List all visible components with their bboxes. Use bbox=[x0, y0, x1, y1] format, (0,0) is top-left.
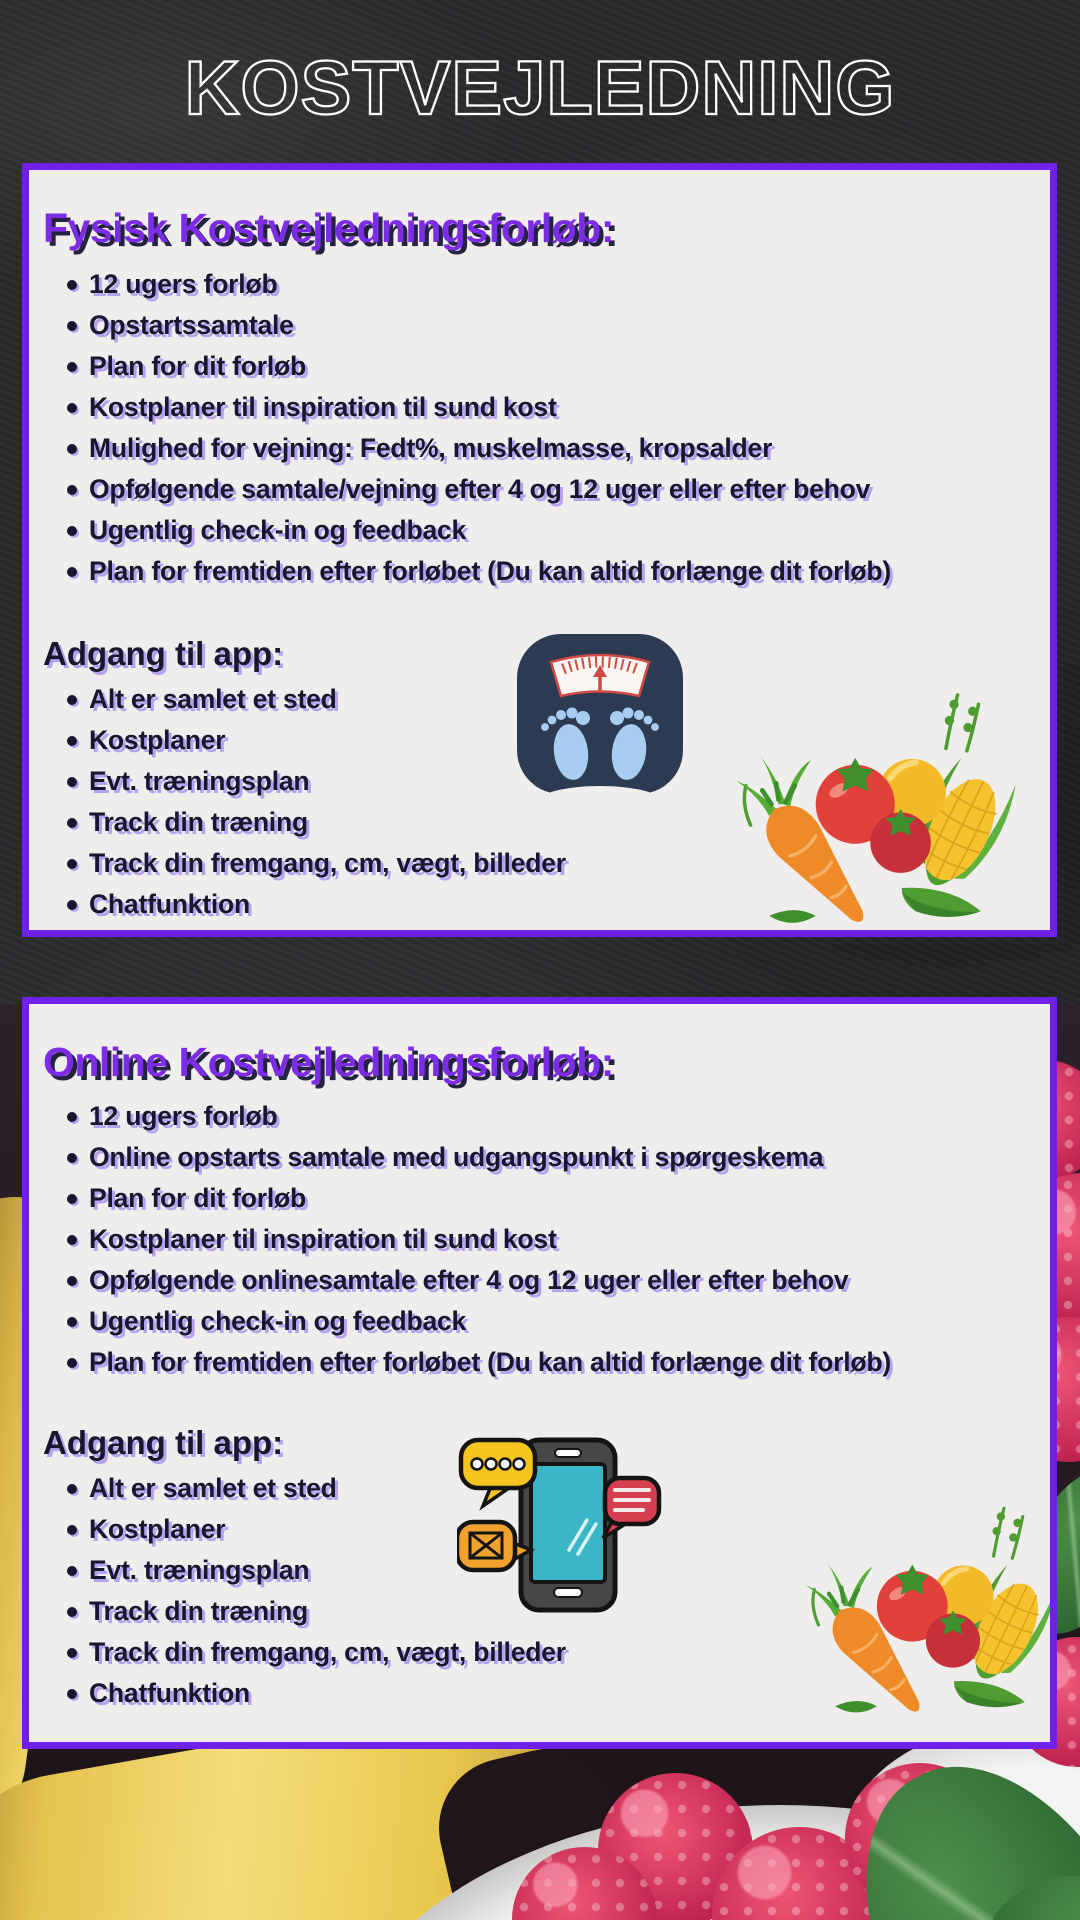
scale-icon bbox=[510, 632, 690, 802]
list-item-text: Track din træning bbox=[89, 1596, 308, 1626]
list-item-text: Kostplaner bbox=[89, 725, 226, 755]
vegetables-icon bbox=[799, 1502, 1057, 1726]
page-title bbox=[0, 28, 1080, 138]
list-item-text: Evt. træningsplan bbox=[89, 766, 310, 796]
program-bullet-list bbox=[29, 1096, 1050, 1383]
list-item-text: Kostplaner til inspiration til sund kost bbox=[89, 1224, 557, 1254]
list-item-text: Opfølgende samtale/vejning efter 4 og 12 uger eller efter behov bbox=[89, 474, 871, 504]
list-item-text: Opfølgende onlinesamtale efter 4 og 12 uger eller efter behov bbox=[89, 1265, 849, 1295]
list-item bbox=[65, 1260, 1050, 1301]
list-item-text: Alt er samlet et sted bbox=[89, 1473, 337, 1503]
app-access-heading: Adgang til app: bbox=[43, 635, 284, 672]
online-program-card bbox=[22, 997, 1057, 1749]
list-item-text: Evt. træningsplan bbox=[89, 1555, 310, 1585]
page-title-text: KOSTVEJLEDNING bbox=[184, 46, 896, 131]
list-item-text: Chatfunktion bbox=[89, 889, 250, 919]
list-item-text: 12 ugers forløb bbox=[89, 1101, 278, 1131]
list-item bbox=[65, 428, 1050, 469]
list-item bbox=[65, 346, 1050, 387]
list-item bbox=[65, 469, 1050, 510]
list-item bbox=[65, 305, 1050, 346]
list-item bbox=[65, 1219, 1050, 1260]
physical-program-card bbox=[22, 163, 1057, 937]
list-item-text: Track din fremgang, cm, vægt, billeder bbox=[89, 1637, 566, 1667]
list-item-text: Opstartssamtale bbox=[89, 310, 294, 340]
list-item bbox=[65, 264, 1050, 305]
list-item-text: Kostplaner bbox=[89, 1514, 226, 1544]
card-heading: Fysisk Kostvejledningsforløb: bbox=[43, 205, 614, 251]
list-item-text: Mulighed for vejning: Fedt%, muskelmasse, kropsalder bbox=[89, 433, 773, 463]
list-item bbox=[65, 510, 1050, 551]
card-heading: Online Kostvejledningsforløb: bbox=[43, 1039, 614, 1085]
list-item bbox=[65, 387, 1050, 428]
list-item-text: Plan for fremtiden efter forløbet (Du kan altid forlænge dit forløb) bbox=[89, 556, 892, 586]
list-item-text: Online opstarts samtale med udgangspunkt i spørgeskema bbox=[89, 1142, 824, 1172]
vegetables-icon bbox=[729, 688, 1021, 937]
list-item bbox=[65, 1178, 1050, 1219]
list-item-text: Chatfunktion bbox=[89, 1678, 250, 1708]
list-item-text: 12 ugers forløb bbox=[89, 269, 278, 299]
list-item-text: Track din fremgang, cm, vægt, billeder bbox=[89, 848, 566, 878]
list-item-text: Kostplaner til inspiration til sund kost bbox=[89, 392, 557, 422]
list-item-text: Ugentlig check-in og feedback bbox=[89, 515, 467, 545]
list-item bbox=[65, 1342, 1050, 1383]
list-item bbox=[65, 1301, 1050, 1342]
app-access-heading: Adgang til app: bbox=[43, 1424, 284, 1461]
list-item-text: Alt er samlet et sted bbox=[89, 684, 337, 714]
list-item-text: Plan for fremtiden efter forløbet (Du kan altid forlænge dit forløb) bbox=[89, 1347, 892, 1377]
list-item-text: Plan for dit forløb bbox=[89, 351, 307, 381]
list-item bbox=[65, 1137, 1050, 1178]
phone-chat-icon bbox=[457, 1434, 662, 1619]
program-bullet-list bbox=[29, 264, 1050, 592]
list-item bbox=[65, 551, 1050, 592]
list-item bbox=[65, 1096, 1050, 1137]
list-item-text: Ugentlig check-in og feedback bbox=[89, 1306, 467, 1336]
list-item-text: Track din træning bbox=[89, 807, 308, 837]
list-item-text: Plan for dit forløb bbox=[89, 1183, 307, 1213]
